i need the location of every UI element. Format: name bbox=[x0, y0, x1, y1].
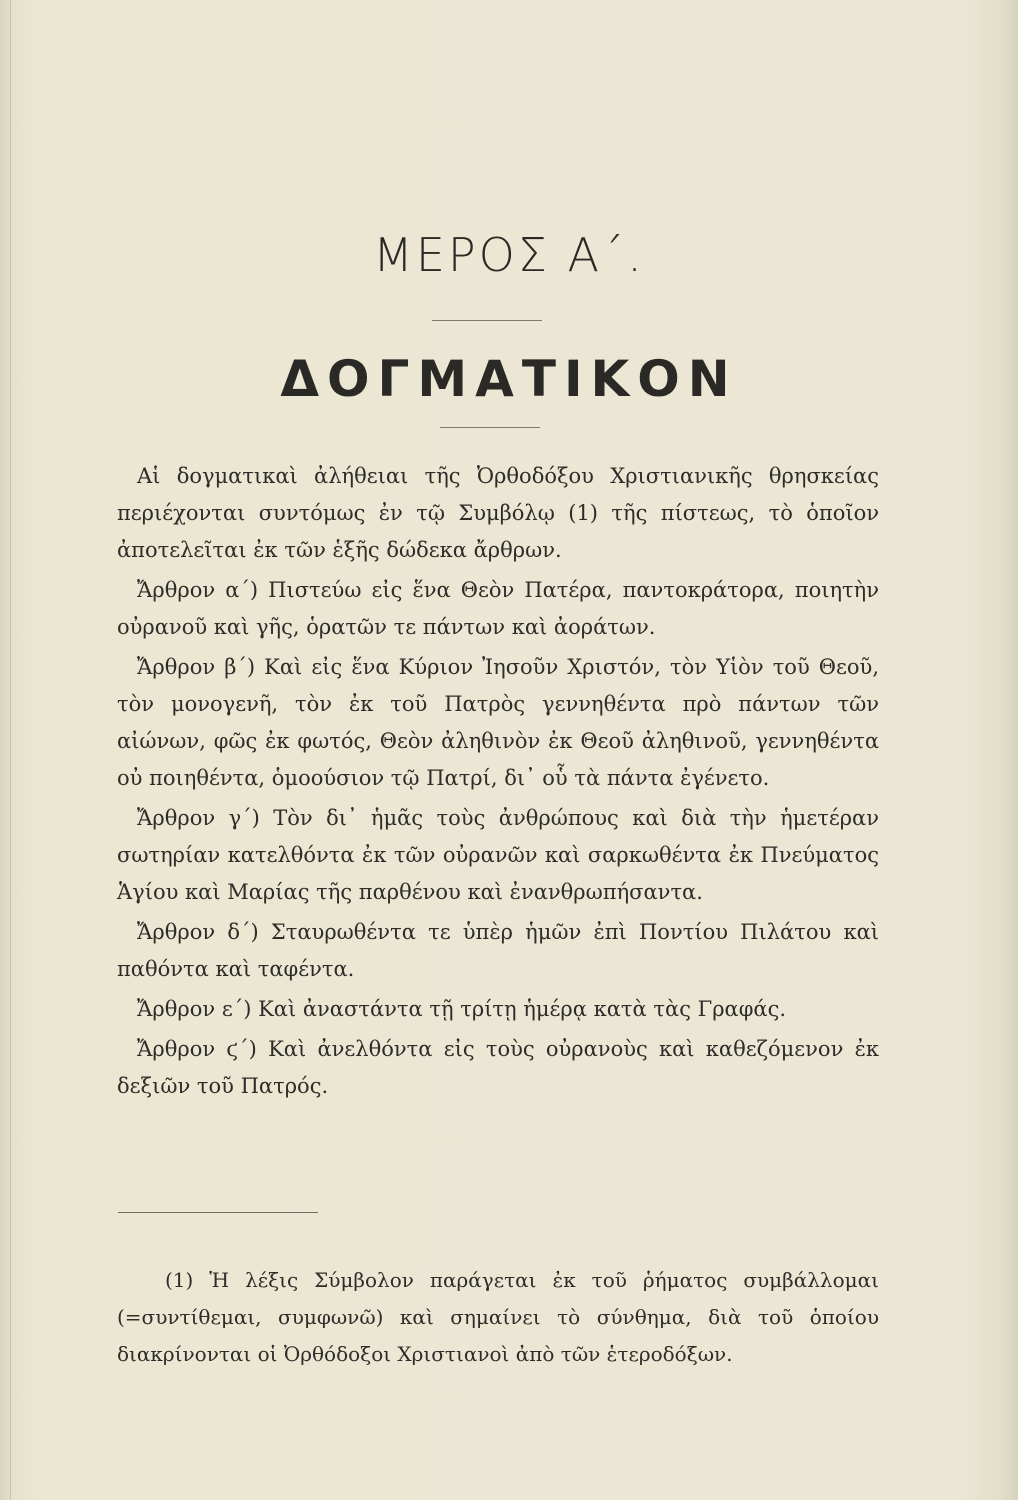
footnote bbox=[117, 1262, 879, 1373]
article-3: Ἄρθρον γ΄) Τὸν δι᾿ ἡμᾶς τοὺς ἀνθρώπους καὶ διὰ τὴν ἡμετέραν σωτηρίαν κατελθόντα ἐκ τῶν οὐρανῶν καὶ σαρκωθέντα ἐκ Πνεύματος Ἁγίου καὶ Μαρίας τῆς παρθένου καὶ ἐνανθρωπήσαντα. bbox=[117, 806, 879, 904]
intro-paragraph: Αἱ δογματικαὶ ἀλήθειαι τῆς Ὀρθοδόξου Χριστιανικῆς θρησκείας περιέχονται συντόμως ἐν τῷ Συμβόλῳ (1) τῆς πίστεως, τὸ ὁποῖον ἀποτελεῖται ἐκ τῶν ἑξῆς δώδεκα ἄρθρων. bbox=[117, 464, 879, 562]
article-1: Ἄρθρον α΄) Πιστεύω εἰς ἕνα Θεὸν Πατέρα, παντοκράτορα, ποιητὴν οὐρανοῦ καὶ γῆς, ὁρατῶν τε πάντων καὶ ἀοράτων. bbox=[117, 578, 879, 639]
article-6: Ἄρθρον ϛ΄) Καὶ ἀνελθόντα εἰς τοὺς οὐρανοὺς καὶ καθεζόμενον ἐκ δεξιῶν τοῦ Πατρός. bbox=[117, 1037, 879, 1098]
divider-top bbox=[432, 320, 542, 321]
section-title: ΔΟΓΜΑΤΙΚΟΝ bbox=[280, 350, 738, 408]
divider-bottom bbox=[440, 427, 540, 428]
footnote-divider bbox=[118, 1212, 318, 1213]
body-text bbox=[117, 458, 879, 1106]
article-2: Ἄρθρον β΄) Καὶ εἰς ἕνα Κύριον Ἰησοῦν Χριστόν, τὸν Υἱὸν τοῦ Θεοῦ, τὸν μονογενῆ, τὸν ἐκ τοῦ Πατρὸς γεννηθέντα πρὸ πάντων τῶν αἰώνων, φῶς ἐκ φωτός, Θεὸν ἀληθινὸν ἐκ Θεοῦ ἀληθινοῦ, γεννηθέντα οὐ ποιηθέντα, ὁμοούσιον τῷ Πατρί, δι᾿ οὗ τὰ πάντα ἐγένετο. bbox=[117, 655, 879, 790]
article-5: Ἄρθρον ε΄) Καὶ ἀναστάντα τῇ τρίτῃ ἡμέρᾳ κατὰ τὰς Γραφάς. bbox=[137, 997, 787, 1021]
part-title: ΜΕΡΟΣ Α΄. bbox=[373, 228, 645, 282]
binding-edge bbox=[10, 0, 11, 1500]
article-4: Ἄρθρον δ΄) Σταυρωθέντα τε ὑπὲρ ἡμῶν ἐπὶ Ποντίου Πιλάτου καὶ παθόντα καὶ ταφέντα. bbox=[117, 920, 879, 981]
footnote-text: (1) Ἡ λέξις Σύμβολον παράγεται ἐκ τοῦ ῥήματος συμβάλλομαι (=συντίθεμαι, συμφωνῶ) καὶ σημαίνει τὸ σύνθημα, διὰ τοῦ ὁποίου διακρίνονται οἱ Ὀρθόδοξοι Χριστιανοὶ ἀπὸ τῶν ἑτεροδόξων. bbox=[117, 1268, 879, 1366]
